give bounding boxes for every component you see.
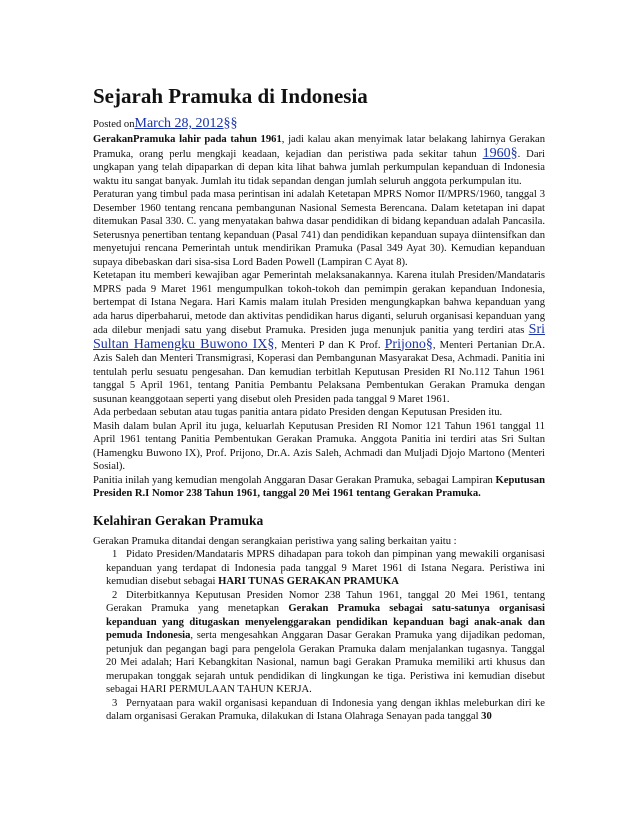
item-text: Pidato Presiden/Mandataris MPRS dihadapan para tokoh dan pimpinan yang mewakili organisasi kepanduan yang terdapat di Indonesia pada tanggal 9 Maret 1961 di Istana Negara. Peristiwa ini kemudian disebut sebagai	[106, 549, 545, 587]
para6-bold: Keputusan Presiden R.I Nomor 238 Tahun 1961, tanggal 20 Mei 1961 tentang Gerakan Pramuka.	[93, 474, 545, 499]
list-item	[106, 589, 545, 697]
item-text: Diterbitkannya Keputusan Presiden Nomor 238 Tahun 1961, tanggal 20 Mei 1961, tentang Gerakan Pramuka yang menetapkan	[106, 589, 545, 614]
paragraph-perbedaan: Ada perbedaan sebutan atau tugas panitia antara pidato Presiden dengan Keputusan Presiden itu.	[93, 407, 503, 418]
prijono-link[interactable]: Prijono	[384, 336, 426, 352]
item-bold: Gerakan Pramuka sebagai satu-satunya organisasi kepanduan yang ditugaskan menyelenggarakan pendidikan kepanduan bagi anak-anak dan pemuda Indonesia	[106, 603, 545, 641]
sultan-link[interactable]: Sri Sultan Hamengku Buwono IX	[93, 322, 545, 352]
intro-bold: GerakanPramuka lahir pada tahun 1961	[93, 134, 282, 145]
post-meta	[93, 116, 545, 133]
article	[93, 84, 545, 724]
prijono-mark: §	[425, 336, 433, 352]
list-item	[106, 697, 545, 724]
paragraph-april: Masih dalam bulan April itu juga, keluarlah Keputusan Presiden RI Nomor 121 Tahun 1961 tanggal 11 April 1961 tentang Panitia Pembentukan Gerakan Pramuka. Anggota Panitia ini terdiri atas Sri Sultan (Hamengku Buwono IX), Prof. Prijono, Dr.A. Azis Saleh, Achmadi dan Muljadi Djojo Martono (Menteri Sosial).	[93, 420, 545, 472]
sultan-mark: §	[267, 336, 275, 352]
item-number: 3	[112, 697, 118, 709]
para3-text-2: , Menteri P dan K Prof.	[274, 339, 385, 351]
paragraph-panitia	[93, 269, 545, 406]
posted-prefix: Posted on	[93, 119, 135, 130]
para6-text: Panitia inilah yang kemudian mengolah Anggaran Dasar Gerakan Pramuka, sebagai Lampiran	[93, 474, 496, 486]
paragraph-mprs: Peraturan yang timbul pada masa perintisan ini adalah Ketetapan MPRS Nomor II/MPRS/1960, tanggal 3 Desember 1960 tentang rencana pembangunan Nasional Semesta Berencana. Dalam ketetapan ini dapat ditemukan Pasal 330. C. yang menyatakan bahwa dasar pendidikan di bidang kepanduan adalah Pancasila. Seterusnya penertiban tentang kepanduan (Pasal 741) dan pendidikan kepanduan supaya diintensifkan dan menyetujui rencana Pemerintah untuk mendirikan Pramuka (Pasal 349 Ayat 30). Kemudian kepanduan supaya dibebaskan dari sisa-sisa Lord Baden Powell (Lampiran C Ayat 8).	[93, 189, 545, 268]
list-item	[106, 548, 545, 589]
year-1960-link[interactable]: 1960§	[482, 145, 518, 161]
para3-text-3: , Menteri Pertanian Dr.A. Azis Saleh dan Menteri Transmigrasi, Koperasi dan Pembangunan Masyarakat Desa, Achmadi. Panitia ini tentulah perlu sesuatu pengesahan. Dan kemudian terbitlah Keputusan Presiden RI No.112 Tahun 1961 tanggal 5 April 1961, tentang Panitia Pembantu Pelaksana Pembentukan Gerakan Pramuka dengan susunan keanggotaan seperti yang disebut oleh Presiden pada tanggal 9 Maret 1961.	[93, 339, 545, 405]
intro-text-1: , jadi kalau akan menyimak latar belakang lahirnya Gerakan Pramuka, orang perlu mengkaji keadaan, kejadian dan peristiwa pada sekitar tahun	[93, 134, 545, 160]
item-text: Pernyataan para wakil organisasi kepanduan di Indonesia yang dengan ikhlas meleburkan diri ke dalam organisasi Gerakan Pramuka, dilakukan di Istana Olahraga Senayan pada tanggal	[106, 697, 545, 722]
intro-paragraph	[93, 133, 545, 188]
intro-text-2: . Dari ungkapan yang telah dipaparkan di depan kita lihat bahwa jumlah perkumpulan kepanduan di Indonesia waktu itu sangat banyak. Jumlah itu tidak sepandan dengan jumlah seluruh anggota perkumpulan itu.	[93, 148, 545, 187]
item-bold: HARI TUNAS GERAKAN PRAMUKA	[218, 576, 399, 587]
event-list	[93, 548, 545, 724]
item-text-2: , serta mengesahkan Anggaran Dasar Gerakan Pramuka yang dijadikan pedoman, petunjuk dan pegangan bagi para pengelola Gerakan Pramuka dalam menjalankan tugasnya. Tanggal 20 Mei adalah; Hari Kebangkitan Nasional, namun bagi Gerakan Pramuka memiliki arti khusus dan merupakan tonggak sejarah untuk pendidikan di lingkungan ke tiga. Peristiwa ini kemudian disebut sebagai HARI PERMULAAN TAHUN KERJA.	[106, 630, 545, 695]
para3-text-1: Ketetapan itu memberi kewajiban agar Pemerintah melaksanakannya. Karena itulah Presiden/Mandataris MPRS pada 9 Maret 1961 mengumpulkan tokoh-tokoh dan pemimpin gerakan kepanduan Indonesia, bertempat di Istana Negara. Hari Kamis malam itulah Presiden mengungkapkan bahwa kepanduan yang ada harus diperbaharui, metode dan aktivitas pendidikan harus diganti, seluruh organisasi kepanduan yang ada dilebur menjadi satu yang disebut Pramuka. Presiden juga menunjuk panitia yang terdiri atas	[93, 270, 545, 336]
paragraph-anggaran	[93, 474, 545, 501]
item-bold: 30	[481, 711, 492, 722]
post-date-link[interactable]: March 28, 2012	[134, 116, 224, 131]
section-heading: Kelahiran Gerakan Pramuka	[93, 512, 264, 528]
page-title: Sejarah Pramuka di Indonesia	[93, 84, 368, 108]
section-intro: Gerakan Pramuka ditandai dengan serangkaian peristiwa yang saling berkaitan yaitu :	[93, 535, 457, 547]
post-date-mark: §§	[223, 116, 238, 131]
item-number: 2	[112, 589, 118, 601]
item-number: 1	[112, 549, 118, 560]
